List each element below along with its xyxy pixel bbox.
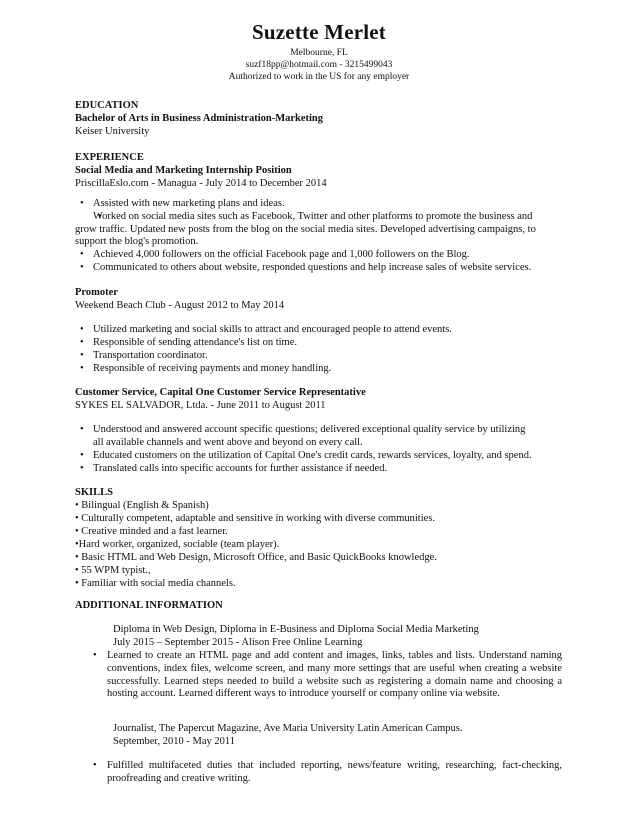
- list-item: • Achieved 4,000 followers on the official Facebook page and 1,000 followers on the Blog.: [75, 249, 575, 262]
- list-item: • Learned to create an HTML page and add content and images, links, tables and lists. Understand naming conventions, index files, welcome screen, and many more settings that are useful when creating a website successfully. Learned steps needed to build a website such as registering a domain name and choosing a hosting account. Learned different ways to introduce yourself or company online via website.: [95, 650, 562, 701]
- list-item: • Fulfilled multifaceted duties that included reporting, news/feature writing, researching, fact-checking, proofreading and creative writing.: [95, 760, 562, 786]
- skill-item: •Hard worker, organized, sociable (team player).: [75, 539, 280, 550]
- skill-item: • 55 WPM typist.,: [75, 565, 151, 576]
- education-heading: EDUCATION: [75, 100, 139, 111]
- list-item: • Utilized marketing and social skills to attract and encouraged people to attend events.: [75, 324, 575, 337]
- journalist-line: Journalist, The Papercut Magazine, Ave Maria University Latin American Campus.: [113, 723, 463, 734]
- job-org: SYKES EL SALVADOR, Ltda. - June 2011 to August 2011: [75, 400, 326, 411]
- list-item: • Responsible of sending attendance's list on time.: [75, 337, 575, 350]
- skill-item: • Culturally competent, adaptable and sensitive in working with diverse communities.: [75, 513, 436, 524]
- journalist-bullets: [95, 760, 562, 786]
- job-2-bullets: [75, 324, 575, 376]
- skill-item: • Basic HTML and Web Design, Microsoft Office, and Basic QuickBooks knowledge.: [75, 552, 437, 563]
- list-item: • Understood and answered account specific questions; delivered exceptional quality service by utilizing all available channels and went above and beyond on every call.: [75, 424, 533, 449]
- list-item: • Worked on social media sites such as Facebook, Twitter and other platforms to promote the business and grow traffic. Updated new posts from the blog on the social media sites. Developed advertising campaigns, to support the blog's promotion.: [75, 211, 555, 249]
- job-3-bullets: [75, 424, 575, 476]
- skill-item: • Familiar with social media channels.: [75, 578, 236, 589]
- diploma-dates: July 2015 – September 2015 - Alison Free Online Learning: [113, 637, 363, 648]
- degree: Bachelor of Arts in Business Administration-Marketing: [75, 113, 324, 124]
- skill-item: • Bilingual (English & Spanish): [75, 500, 209, 511]
- work-authorization: Authorized to work in the US for any employer: [228, 72, 410, 82]
- job-org: PriscillaEslo.com - Managua - July 2014 to December 2014: [75, 178, 327, 189]
- list-item: • Translated calls into specific accounts for further assistance if needed.: [75, 463, 575, 476]
- journalist-dates: September, 2010 - May 2011: [113, 736, 235, 747]
- experience-heading: EXPERIENCE: [75, 152, 144, 163]
- diploma-bullets: [95, 650, 562, 701]
- candidate-name: Suzette Merlet: [252, 20, 386, 44]
- job-title: Customer Service, Capital One Customer Service Representative: [75, 387, 366, 398]
- job-org: Weekend Beach Club - August 2012 to May 2014: [75, 300, 285, 311]
- list-item: • Responsible of receiving payments and money handling.: [75, 363, 575, 376]
- list-item: • Communicated to others about website, responded questions and help increase sales of website services.: [75, 262, 575, 275]
- school: Keiser University: [75, 126, 150, 137]
- additional-heading: ADDITIONAL INFORMATION: [75, 600, 223, 611]
- skills-heading: SKILLS: [75, 487, 113, 498]
- list-item: • Assisted with new marketing plans and ideas.: [75, 198, 575, 211]
- location: Melbourne, FL: [290, 48, 348, 58]
- job-title: Promoter: [75, 287, 118, 298]
- diploma-line: Diploma in Web Design, Diploma in E-Business and Diploma Social Media Marketing: [113, 624, 479, 635]
- skill-item: • Creative minded and a fast learner.: [75, 526, 228, 537]
- list-item: • Educated customers on the utilization of Capital One's credit cards, rewards services, loyalty, and spend.: [75, 450, 575, 463]
- job-1-bullets: [75, 198, 575, 276]
- list-item: • Transportation coordinator.: [75, 350, 575, 363]
- contact-info: suzf18pp@hotmail.com - 3215499043: [245, 60, 393, 70]
- job-title: Social Media and Marketing Internship Position: [75, 165, 292, 176]
